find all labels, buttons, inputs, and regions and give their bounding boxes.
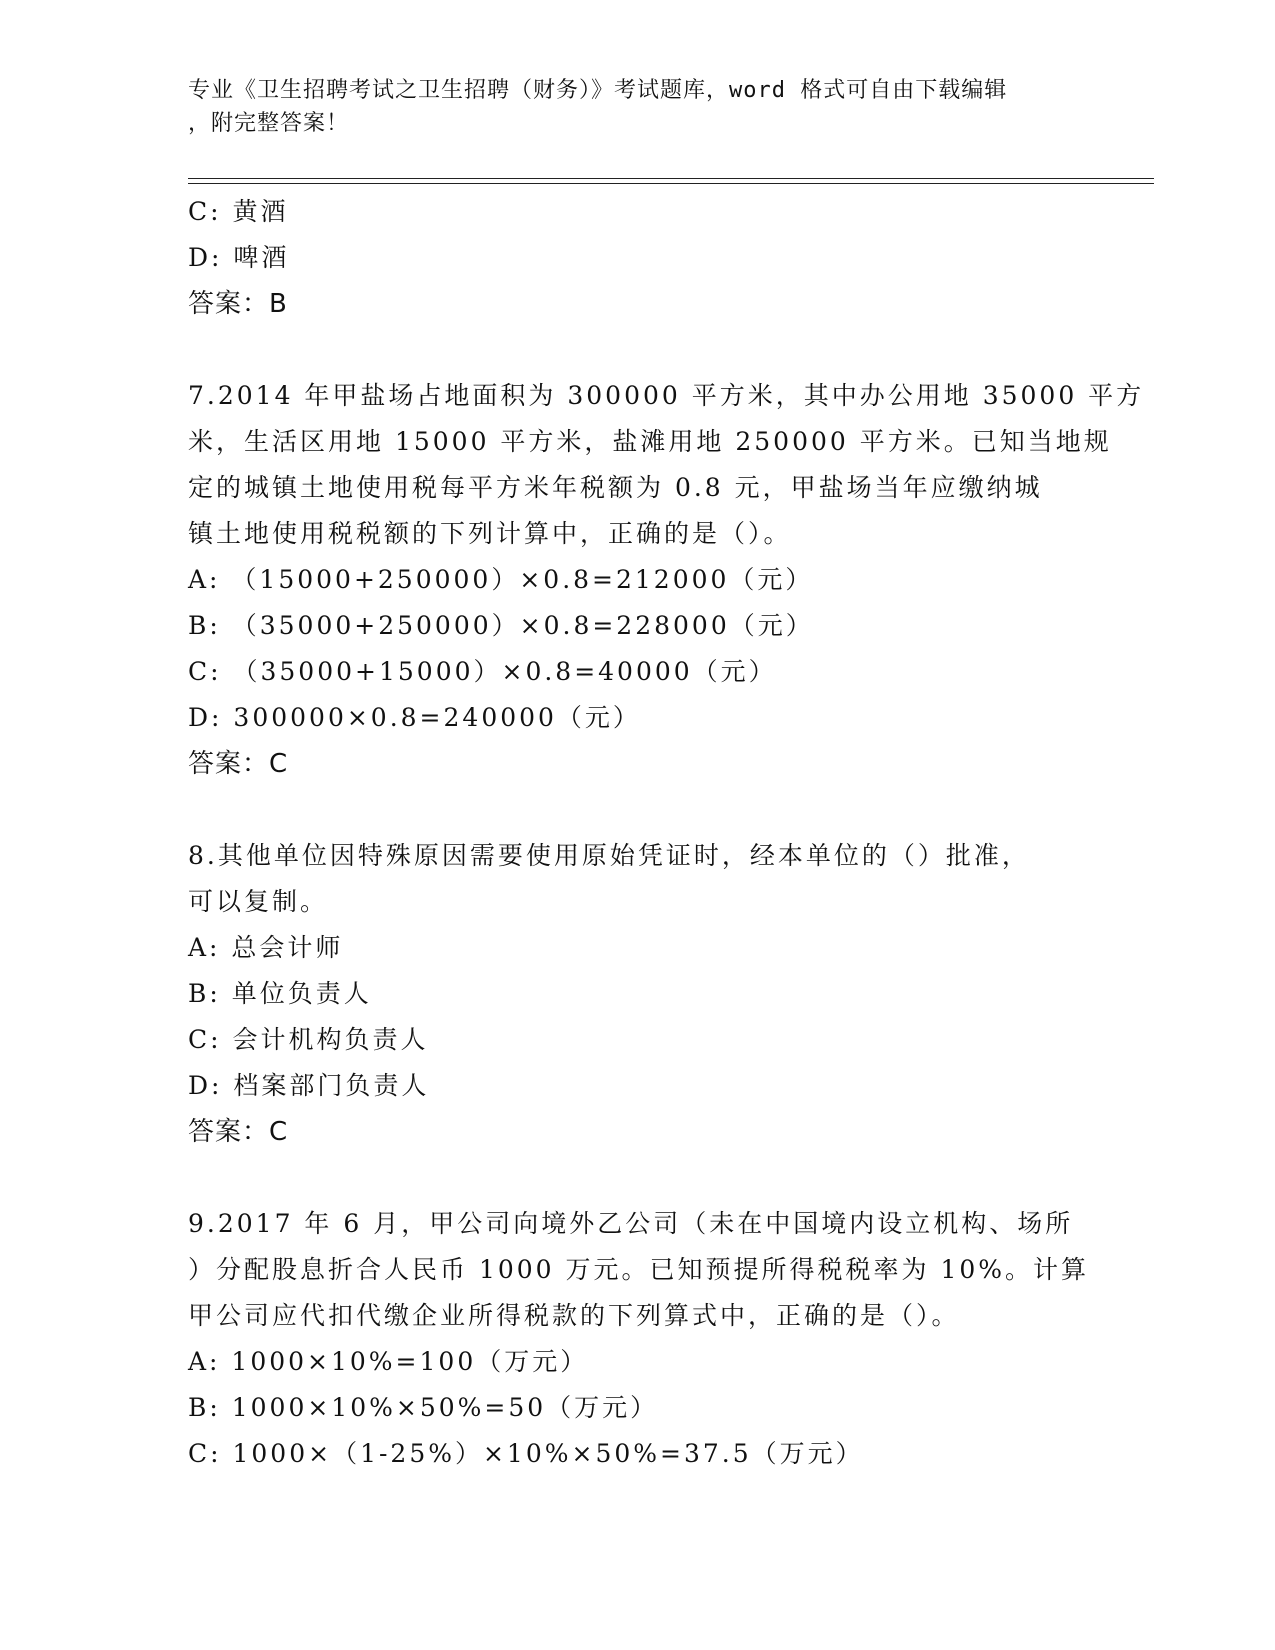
- q8-stem-line-1: 8.其他单位因特殊原因需要使用原始凭证时，经本单位的（）批准，: [188, 841, 1030, 870]
- q8-option-b: B: 单位负责人: [188, 979, 372, 1008]
- q7-stem-line-2: 米，生活区用地 15000 平方米，盐滩用地 250000 平方米。已知当地规: [188, 427, 1112, 456]
- q9-stem-line-1: 9.2017 年 6 月，甲公司向境外乙公司（未在中国境内设立机构、场所: [188, 1209, 1074, 1238]
- q7-option-c: C: （35000+15000）×0.8=40000（元）: [188, 657, 777, 686]
- q7-option-a: A: （15000+250000）×0.8=212000（元）: [188, 565, 814, 594]
- spacer: [188, 327, 1088, 373]
- q7-stem-line-4: 镇土地使用税税额的下列计算中，正确的是（）。: [188, 519, 792, 548]
- question-9: [188, 1201, 1088, 1477]
- q8-stem-line-2: 可以复制。: [188, 887, 329, 916]
- header-divider-bottom: [188, 183, 1154, 184]
- spacer: [188, 1155, 1088, 1201]
- header-line-1: 专业《卫生招聘考试之卫生招聘（财务）》考试题库，word 格式可自由下载编辑: [188, 78, 1008, 103]
- q8-option-c: C: 会计机构负责人: [188, 1025, 429, 1054]
- q6-option-c: C: 黄酒: [188, 197, 289, 226]
- q8-option-d: D: 档案部门负责人: [188, 1071, 430, 1100]
- q9-option-b: B: 1000×10%×50%=50（万元）: [188, 1393, 659, 1422]
- question-6-tail: [188, 189, 1088, 327]
- header-divider-top: [188, 178, 1154, 179]
- q7-stem-line-1: 7.2014 年甲盐场占地面积为 300000 平方米，其中办公用地 35000 平方: [188, 381, 1145, 410]
- spacer: [188, 787, 1088, 833]
- q9-stem-line-3: 甲公司应代扣代缴企业所得税款的下列算式中，正确的是（）。: [188, 1301, 960, 1330]
- q7-stem-line-3: 定的城镇土地使用税每平方米年税额为 0.8 元，甲盐场当年应缴纳城: [188, 473, 1043, 502]
- q9-option-a: A: 1000×10%=100（万元）: [188, 1347, 589, 1376]
- question-8: [188, 833, 1088, 1155]
- q8-answer: 答案：C: [188, 1117, 289, 1147]
- q9-stem-line-2: ）分配股息折合人民币 1000 万元。已知预提所得税税率为 10%。计算: [188, 1255, 1090, 1284]
- document-header: [188, 74, 1088, 140]
- q6-answer: 答案：B: [188, 289, 288, 319]
- q7-answer: 答案：C: [188, 749, 289, 779]
- q8-option-a: A: 总会计师: [188, 933, 344, 962]
- q7-option-b: B: （35000+250000）×0.8=228000（元）: [188, 611, 814, 640]
- question-list: [188, 189, 1145, 1477]
- q9-option-c: C: 1000×（1-25%）×10%×50%=37.5（万元）: [188, 1439, 864, 1468]
- q6-option-d: D: 啤酒: [188, 243, 290, 272]
- header-line-2: ，附完整答案！: [188, 111, 350, 136]
- question-7: [188, 373, 1145, 787]
- q7-option-d: D: 300000×0.8=240000（元）: [188, 703, 641, 732]
